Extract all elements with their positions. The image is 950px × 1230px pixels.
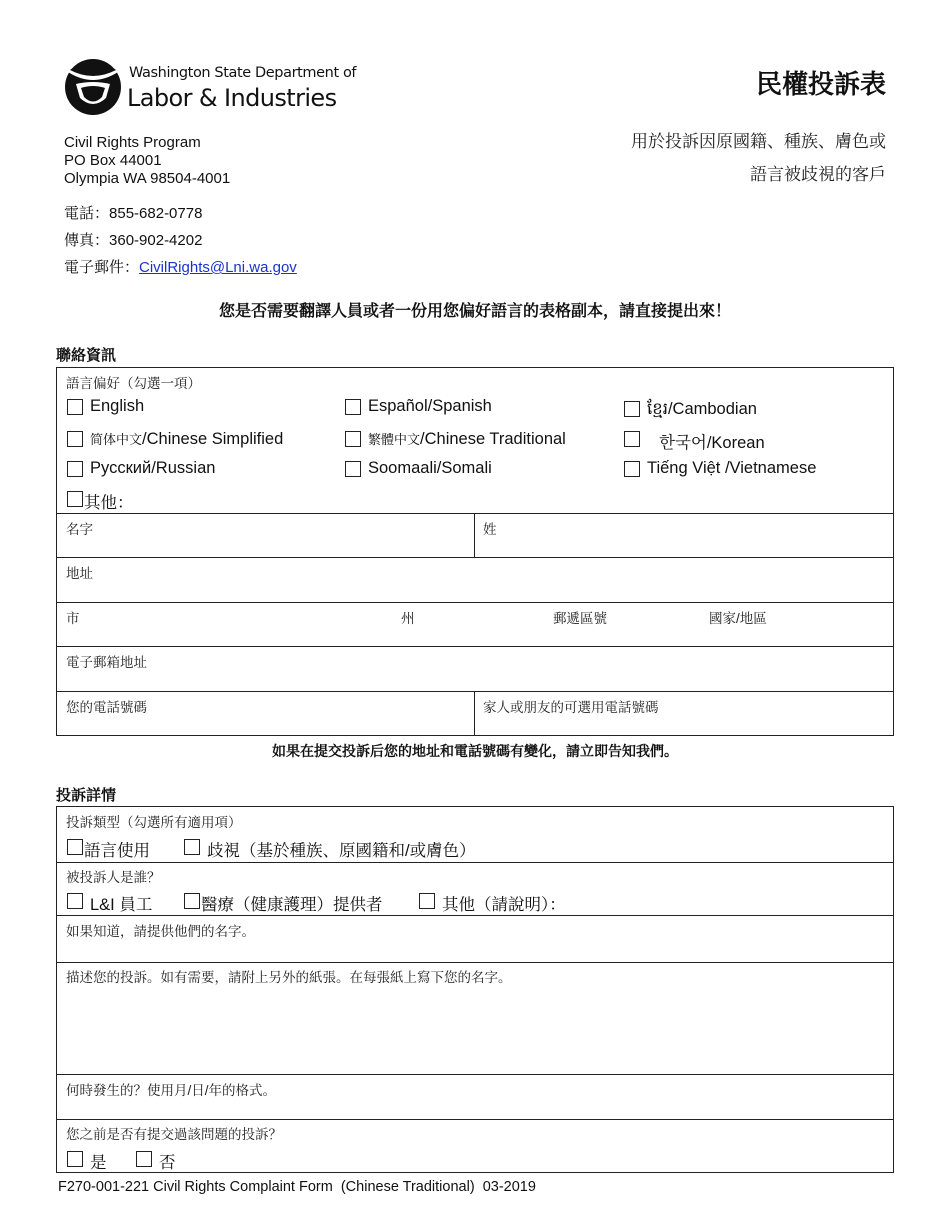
option-chinese-simplified-native: 简体中文 [90,432,143,447]
divider [57,962,893,963]
checkbox-somali[interactable] [345,461,361,477]
divider [57,602,893,603]
checkbox-russian[interactable] [67,461,83,477]
checkbox-no[interactable] [136,1151,152,1167]
option-korean [659,429,765,453]
checkbox-cambodian[interactable] [624,401,640,417]
checkbox-chinese-simplified[interactable] [67,431,83,447]
divider [474,513,475,557]
address-label: 地址 [66,566,93,581]
subtitle-line-1: 用於投訴因原國籍、種族、膚色或 [631,132,886,151]
option-chinese-traditional-english: /Chinese Traditional [420,430,566,448]
form-footer: F270-001-221 Civil Rights Complaint Form (Chinese Traditional) 03-2019 [58,1179,536,1195]
divider [57,862,893,863]
divider [474,691,475,735]
complaint-details-box [56,806,894,1173]
names-label: 如果知道，請提供他們的名字。 [66,924,255,939]
option-chinese-simplified [90,429,283,449]
option-no: 否 [159,1154,176,1172]
checkbox-korean[interactable] [624,431,640,447]
fax-number: 360-902-4202 [109,232,203,249]
checkbox-yes[interactable] [67,1151,83,1167]
option-somali: Soomaali/Somali [368,459,492,477]
divider [57,1074,893,1075]
subtitle-line-2: 語言被歧視的客戶 [750,165,886,184]
option-russian: Русский/Russian [90,459,216,477]
checkbox-language-use[interactable] [67,839,83,855]
divider [57,691,893,692]
city-label: 市 [66,611,80,626]
option-discrimination: 歧視（基於種族、原國籍和/或膚色） [207,842,476,860]
complaint-section-heading: 投訴詳情 [56,787,117,804]
checkbox-discrimination[interactable] [184,839,200,855]
option-medical-provider: 醫療（健康護理）提供者 [201,896,383,914]
checkbox-vietnamese[interactable] [624,461,640,477]
option-chinese-simplified-english: /Chinese Simplified [142,430,284,448]
alt-phone-label: 家人或朋友的可選用電話號碼 [483,700,659,715]
checkbox-other-language[interactable] [67,491,83,507]
email-label: 電子郵件： [64,259,140,276]
contact-info-box [56,367,894,736]
phone-number-label: 您的電話號碼 [66,700,147,715]
checkbox-other-party[interactable] [419,893,435,909]
translation-notice: 您是否需要翻譯人員或者一份用您偏好語言的表格副本，請直接提出來！ [218,303,731,320]
option-vietnamese: Tiếng Việt /Vietnamese [647,459,817,477]
logo-line-2: Labor & Industries [127,84,337,112]
divider [57,915,893,916]
option-other-language: 其他： [84,494,134,512]
option-chinese-traditional-native: 繁體中文 [368,432,421,447]
zip-label: 郵遞區號 [553,611,607,626]
last-name-label: 姓 [483,522,497,537]
describe-label: 描述您的投訴。如有需要，請附上另外的紙張。在每張紙上寫下您的名字。 [66,970,512,985]
when-label: 何時發生的？使用月/日/年的格式。 [66,1083,277,1098]
option-li-employee: L&I 員工 [90,896,153,914]
option-english: English [90,397,145,415]
state-label: 州 [401,611,415,626]
divider [57,646,893,647]
phone-label: 電話： [64,205,110,222]
first-name-label: 名字 [66,522,93,537]
email-link[interactable]: CivilRights@Lni.wa.gov [139,259,297,276]
divider [57,557,893,558]
checkbox-chinese-traditional[interactable] [345,431,361,447]
email-line [64,256,297,277]
option-spanish: Español/Spanish [368,397,492,415]
agency-logo-icon [62,54,124,116]
checkbox-english[interactable] [67,399,83,415]
address-line-1: Civil Rights Program [64,134,201,151]
address-line-3: Olympia WA 98504-4001 [64,170,231,187]
option-yes: 是 [90,1154,107,1172]
prior-complaint-label: 您之前是否有提交過該問題的投訴？ [66,1127,282,1142]
language-preference-label: 語言偏好（勾選一項） [66,376,201,391]
option-korean-english: /Korean [706,434,765,452]
complaint-type-label: 投訴類型（勾選所有適用項） [66,815,242,830]
option-korean-native: 한국어 [659,434,707,452]
fax-line [64,229,202,250]
fax-label: 傳真： [64,232,110,249]
logo-line-1: Washington State Department of [129,65,357,81]
divider [57,513,893,514]
phone-number: 855-682-0778 [109,205,203,222]
address-change-notice: 如果在提交投訴后您的地址和電話號碼有變化，請立即告知我們。 [272,743,678,759]
option-language-use: 語言使用 [84,842,150,860]
country-label: 國家/地區 [709,611,767,626]
address-block [64,134,230,188]
divider [57,1119,893,1120]
checkbox-spanish[interactable] [345,399,361,415]
address-line-2: PO Box 44001 [64,152,162,169]
checkbox-li-employee[interactable] [67,893,83,909]
contact-section-heading: 聯絡資訊 [56,347,117,364]
option-other-party: 其他（請說明）： [442,896,566,914]
option-chinese-traditional [368,429,566,449]
option-cambodian: ខ្មែរ/Cambodian [647,400,757,418]
who-label: 被投訴人是誰？ [66,870,161,885]
checkbox-medical-provider[interactable] [184,893,200,909]
email-address-label: 電子郵箱地址 [66,655,147,670]
phone-line [64,202,202,223]
page-title: 民權投訴表 [755,69,886,99]
